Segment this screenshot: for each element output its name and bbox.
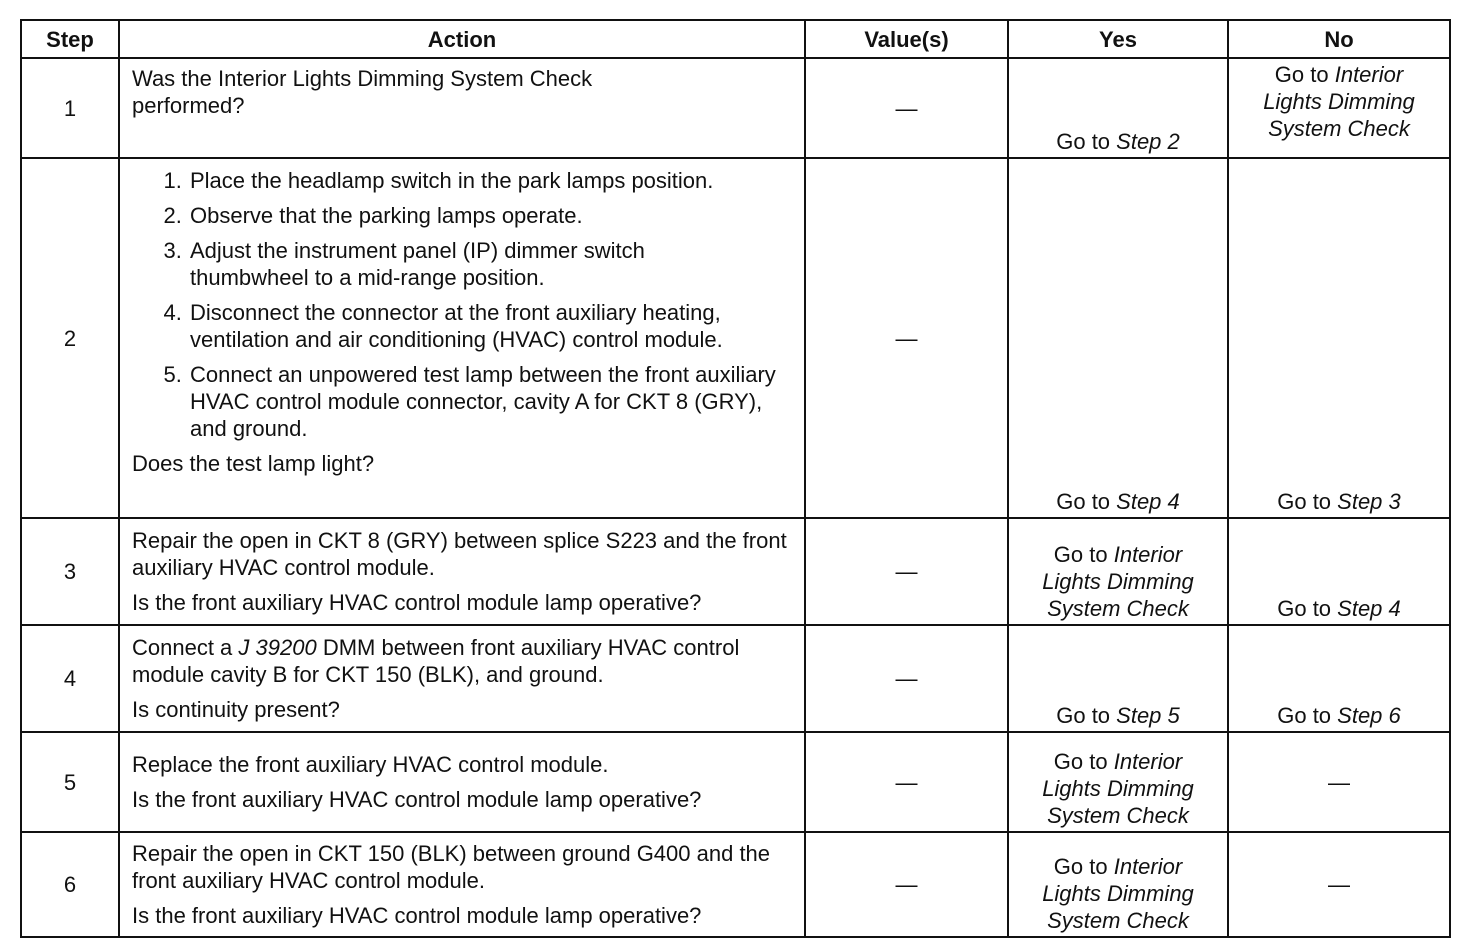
no-prefix: Go to [1277, 596, 1338, 621]
action-question: Is the front auxiliary HVAC control module lamp operative? [132, 590, 702, 615]
step-number: 2 [21, 158, 119, 518]
no-cell: — [1228, 732, 1450, 832]
header-no: No [1228, 20, 1450, 58]
action-question: Is the front auxiliary HVAC control module lamp operative? [132, 903, 702, 928]
substep-list [132, 167, 794, 442]
step-number: 1 [21, 58, 119, 158]
action-cell [119, 832, 805, 937]
action-question: Is the front auxiliary HVAC control module lamp operative? [132, 787, 702, 812]
header-step: Step [21, 20, 119, 58]
action-cell [119, 58, 805, 158]
table-header-row [21, 20, 1450, 58]
no-prefix: Go to [1277, 489, 1338, 514]
action-text: Was the Interior Lights Dimming System Check performed? [132, 66, 593, 118]
action-text: Replace the front auxiliary HVAC control module. [132, 752, 609, 777]
yes-prefix: Go to [1056, 129, 1117, 154]
value-cell: — [805, 518, 1008, 625]
tool-name: J 39200 [238, 635, 317, 660]
header-yes: Yes [1008, 20, 1228, 58]
action-cell [119, 518, 805, 625]
table-row [21, 832, 1450, 937]
yes-link[interactable]: Step 4 [1116, 489, 1180, 514]
action-text: Repair the open in CKT 8 (GRY) between splice S223 and the front auxiliary HVAC control module. [132, 528, 787, 580]
yes-cell [1008, 832, 1228, 937]
yes-link[interactable]: Interior Lights Dimming System Check [1042, 749, 1194, 828]
no-cell [1228, 58, 1450, 158]
yes-cell [1008, 58, 1228, 158]
action-pre: Connect a [132, 635, 239, 660]
diagnostic-table [20, 19, 1451, 938]
yes-link[interactable]: Step 5 [1116, 703, 1180, 728]
diagnostic-table-container [20, 19, 1449, 938]
yes-cell [1008, 625, 1228, 732]
action-text [132, 634, 794, 688]
action-post: DMM between front auxiliary HVAC control module cavity B for CKT 150 (BLK), and ground. [132, 635, 740, 687]
substep-item: 3. Adjust the instrument panel (IP) dimmer switch thumbwheel to a mid-range position. [188, 237, 794, 291]
yes-cell [1008, 158, 1228, 518]
yes-cell [1008, 732, 1228, 832]
no-link[interactable]: Step 3 [1337, 489, 1401, 514]
step-number: 3 [21, 518, 119, 625]
yes-link[interactable]: Interior Lights Dimming System Check [1042, 542, 1194, 621]
action-cell [119, 732, 805, 832]
yes-link[interactable]: Interior Lights Dimming System Check [1042, 854, 1194, 933]
no-cell [1228, 625, 1450, 732]
action-cell [119, 625, 805, 732]
no-link[interactable]: Step 4 [1337, 596, 1401, 621]
table-row [21, 158, 1450, 518]
yes-prefix: Go to [1053, 854, 1114, 879]
yes-prefix: Go to [1053, 749, 1114, 774]
value-cell: — [805, 832, 1008, 937]
no-link[interactable]: Step 6 [1337, 703, 1401, 728]
no-prefix: Go to [1277, 703, 1338, 728]
value-cell: — [805, 158, 1008, 518]
step-number: 4 [21, 625, 119, 732]
action-cell [119, 158, 805, 518]
value-cell: — [805, 58, 1008, 158]
table-row [21, 625, 1450, 732]
no-cell: — [1228, 832, 1450, 937]
substep-item: 5. Connect an unpowered test lamp between the front auxiliary HVAC control module connector, cavity A for CKT 8 (GRY), and ground. [188, 361, 794, 442]
header-value: Value(s) [805, 20, 1008, 58]
no-cell [1228, 518, 1450, 625]
yes-link[interactable]: Step 2 [1116, 129, 1180, 154]
yes-prefix: Go to [1056, 703, 1117, 728]
yes-prefix: Go to [1056, 489, 1117, 514]
step-number: 5 [21, 732, 119, 832]
substep-item: 4. Disconnect the connector at the front auxiliary heating, ventilation and air conditioning (HVAC) control module. [188, 299, 794, 353]
step-number: 6 [21, 832, 119, 937]
action-question: Does the test lamp light? [132, 451, 375, 476]
action-text: Repair the open in CKT 150 (BLK) between ground G400 and the front auxiliary HVAC control module. [132, 841, 771, 893]
yes-cell [1008, 518, 1228, 625]
yes-prefix: Go to [1053, 542, 1114, 567]
action-question: Is continuity present? [132, 697, 340, 722]
table-row [21, 732, 1450, 832]
table-row [21, 518, 1450, 625]
no-cell [1228, 158, 1450, 518]
substep-item: 1. Place the headlamp switch in the park lamps position. [188, 167, 794, 194]
no-link[interactable]: Interior Lights Dimming System Check [1263, 62, 1415, 141]
substep-item: 2. Observe that the parking lamps operate. [188, 202, 794, 229]
value-cell: — [805, 732, 1008, 832]
header-action: Action [119, 20, 805, 58]
table-row [21, 58, 1450, 158]
no-prefix: Go to [1274, 62, 1335, 87]
value-cell: — [805, 625, 1008, 732]
